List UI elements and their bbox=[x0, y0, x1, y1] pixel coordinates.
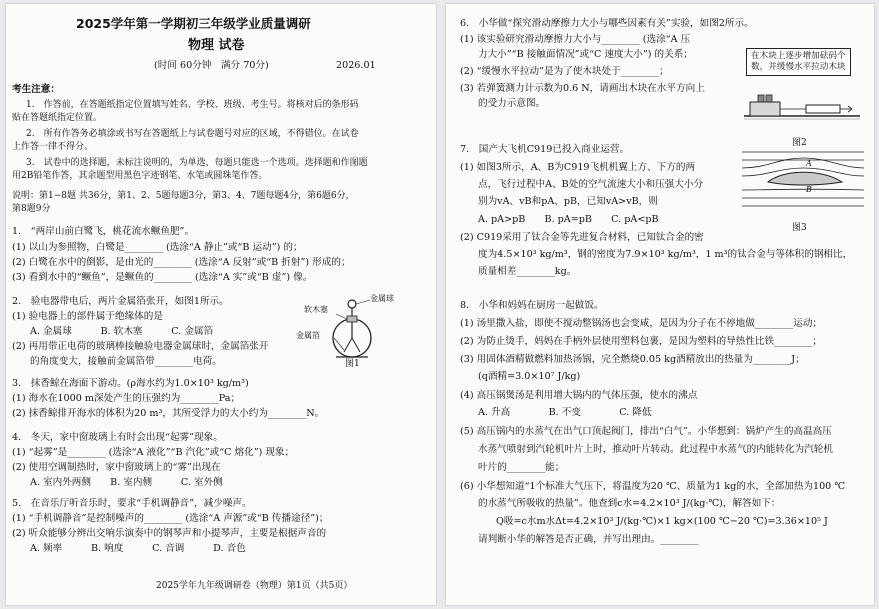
figure3-caption: 图3 bbox=[792, 223, 807, 233]
question-line: (3) 若弹簧测力计示数为0.6 N，请画出木块在水平方向上 bbox=[460, 83, 705, 94]
time-score: (时间 60分钟 满分 70分) bbox=[154, 60, 269, 71]
label-point-a: A bbox=[806, 159, 812, 168]
question-line: 的受力示意图。 bbox=[478, 98, 546, 109]
question-line: 的水蒸气所吸收的热量”。他查到c水=4.2×10³ J/(kg·℃)，解答如下： bbox=[478, 498, 781, 509]
friction-apparatus-figure bbox=[736, 78, 866, 130]
question-line: (1) 该实验研究滑动摩擦力大小与________ (选涂“A 压 bbox=[460, 34, 691, 45]
label-metal-foil: 金属箔 bbox=[296, 331, 320, 340]
question-line: (1) 海水在1000 m深处产生的压强约为________Pa； bbox=[12, 393, 241, 404]
question-line: 7. 国产大飞机C919已投入商业运营。 bbox=[460, 144, 630, 155]
notice-line: 3. 试卷中的选择题，未标注说明的，为单选，每题只能选一个选项。选择题和作图题 bbox=[26, 158, 368, 168]
notice-line: 上作答一律不得分。 bbox=[12, 142, 94, 152]
notice-line: 用2B铅笔作答，其余题型用黑色字迹钢笔、水笔或圆珠笔作答。 bbox=[12, 171, 268, 181]
figure2-note-line: 数，并缓慢水平拉动木块 bbox=[751, 62, 846, 72]
question-line: 点，飞行过程中A、B处的空气流速大小和压强大小分 bbox=[478, 179, 704, 190]
question-line: 8. 小华和妈妈在厨房一起做饭。 bbox=[460, 300, 604, 311]
question-line: 4. 冬天，家中窗玻璃上有时会出现“起雾”现象。 bbox=[12, 432, 223, 443]
question-line: (2) 再用带正电荷的玻璃棒接触验电器金属球时，金属箔张开 bbox=[12, 341, 269, 352]
question-line: 的角度变大，接触前金属箔带________电荷。 bbox=[30, 356, 222, 367]
question-line: (2) 白鹭在水中的倒影，是由光的________ (选涂“A 反射”或“B 折射”) 形成的； bbox=[12, 257, 351, 268]
exam-page-1 bbox=[6, 4, 436, 605]
question-line: (1) “起雾”是________ (选涂“A 液化”“B 汽化”或“C 熔化”) 现象； bbox=[12, 447, 295, 458]
question-line: (q酒精=3.0×10⁷ J/kg) bbox=[478, 371, 581, 382]
figure2-note-line: 在木块上逐步增加砝码个 bbox=[751, 51, 846, 61]
exam-title: 2025学年第一学期初三年级学业质量调研 bbox=[76, 16, 311, 31]
question-line: (2) 为防止烫手，妈妈在手柄外层使用塑料包裹，是因为塑料的导热性比铁________； bbox=[460, 336, 823, 347]
question-option: A. 升高 B. 不变 C. 降低 bbox=[478, 407, 652, 418]
question-line: 质量相差________kg。 bbox=[478, 266, 577, 277]
question-line: (2) 听众能够分辨出交响乐演奏中的钢琴声和小提琴声，主要是根据声音的 bbox=[12, 528, 327, 539]
question-line: 2. 验电器带电后，两片金属箔张开，如图1所示。 bbox=[12, 296, 229, 307]
question-line: (2) “缓慢水平拉动”是为了使木块处于________； bbox=[460, 66, 669, 77]
notice-line: 贴在答题纸指定位置。 bbox=[12, 113, 103, 123]
question-line: (3) 用固体酒精做燃料加热汤锅，完全燃烧0.05 kg酒精放出的热量为________J； bbox=[460, 354, 805, 365]
question-line: 1. “两岸山前白鹭飞，桃花流水鳜鱼肥”。 bbox=[12, 226, 195, 237]
question-option: A. 频率 B. 响度 C. 音调 D. 音色 bbox=[30, 543, 246, 554]
question-option: A. pA>pB B. pA=pB C. pA<pB bbox=[478, 214, 659, 225]
question-line: (1) “手机调静音”是控制噪声的________ (选涂“A 声源”或“B 传播途径”)； bbox=[12, 513, 329, 524]
wing-airflow-figure bbox=[738, 144, 868, 218]
question-line: 叶片的________能； bbox=[478, 462, 565, 473]
question-line: 度为4.5×10³ kg/m³，钢的密度为7.9×10³ kg/m³，1 m³的钛合金与等体积的钢相比， bbox=[478, 249, 853, 260]
question-line: (1) 验电器上的部件属于绝缘体的是 bbox=[12, 311, 163, 322]
question-line: 力大小”“B 接触面情况”或“C 速度大小”) 的关系； bbox=[478, 49, 693, 60]
question-line: (2) C919采用了钛合金等先进复合材料，已知钛合金的密 bbox=[460, 232, 704, 243]
question-line: (4) 高压锅煲汤是利用增大锅内的气体压强，使水的沸点 bbox=[460, 390, 698, 401]
question-line: (3) 看到水中的“鳜鱼”，是鳜鱼的________ (选涂“A 实”或“B 虚”) 像。 bbox=[12, 272, 313, 283]
exam-page-2 bbox=[446, 4, 874, 605]
question-line: (1) 如图3所示，A、B为C919飞机机翼上方、下方的两 bbox=[460, 162, 696, 173]
question-line: (1) 以山为参照物，白鹭是________ (选涂“A 静止”或“B 运动”) 的； bbox=[12, 242, 303, 253]
label-metal-ball: 金属球 bbox=[370, 294, 394, 303]
scoring-line: 第8题9分 bbox=[12, 204, 51, 214]
figure2-note-box bbox=[746, 48, 851, 76]
question-line: 5. 在音乐厅听音乐时，要求“手机调静音”，减少噪声。 bbox=[12, 498, 252, 509]
page-footer: 2025学年九年级调研卷（物理）第1页（共5页） bbox=[156, 581, 353, 591]
exam-subject: 物理 试卷 bbox=[188, 38, 245, 53]
notice-heading: 考生注意： bbox=[12, 84, 60, 95]
question-line: 别为vA、vB和pA、pB，已知vA>vB，则 bbox=[478, 196, 658, 207]
figure2-caption: 图2 bbox=[792, 138, 807, 148]
question-line: 水蒸气喷射到汽轮机叶片上时，推动叶片转动。此过程中水蒸气的内能转化为汽轮机 bbox=[478, 444, 833, 455]
question-line: 6. 小华做“探究滑动摩擦力大小与哪些因素有关”实验，如图2所示。 bbox=[460, 18, 754, 29]
question-line: (1) 汤里撒入盐，即使不搅动整锅汤也会变咸，是因为分子在不停地做________运动； bbox=[460, 318, 823, 329]
exam-date: 2026.01 bbox=[336, 60, 376, 71]
question-line: (2) 抹香鲸排开海水的体积为20 m³，其所受浮力的大小约为________N。 bbox=[12, 408, 325, 419]
question-line: (5) 高压锅内的水蒸气在出气口顶起阀门，排出“白气”。小华想到：锅炉产生的高温高压 bbox=[460, 426, 832, 437]
question-line: 3. 抹香鲸在海面下游动。(ρ海水约为1.0×10³ kg/m³) bbox=[12, 378, 249, 389]
scoring-line: 说明：第1−8题 共36分，第1、2、5题每题3分，第3、4、7题每题4分，第6题6分， bbox=[12, 191, 355, 201]
label-point-b: B bbox=[806, 185, 812, 194]
question-option: A. 室内外两侧 B. 室内侧 C. 室外侧 bbox=[30, 477, 223, 488]
question-line: (2) 使用空调制热时，家中窗玻璃上的“雾”出现在 bbox=[12, 462, 221, 473]
question-line: (6) 小华想知道“1个标准大气压下，将温度为20 ℃、质量为1 kg的水，全部加热为100 ℃ bbox=[460, 481, 846, 492]
figure1-caption: 图1 bbox=[345, 359, 360, 369]
notice-line: 2. 所有作答务必填涂或书写在答题纸上与试卷题号对应的区域，不得错位。在试卷 bbox=[26, 129, 359, 139]
formula-line: Q吸=c水m水Δt=4.2×10³ J/(kg·℃)×1 kg×(100 ℃−20 ℃)=3.36×10⁵ J bbox=[496, 516, 828, 527]
question-option: A. 金属球 B. 软木塞 C. 金属箔 bbox=[30, 326, 214, 337]
notice-line: 1. 作答前，在答题纸指定位置填写姓名、学校、班级、考生号。将核对后的条形码 bbox=[26, 100, 359, 110]
label-cork: 软木塞 bbox=[304, 305, 328, 314]
question-line: 请判断小华的解答是否正确，并写出理由。________ bbox=[478, 534, 699, 545]
